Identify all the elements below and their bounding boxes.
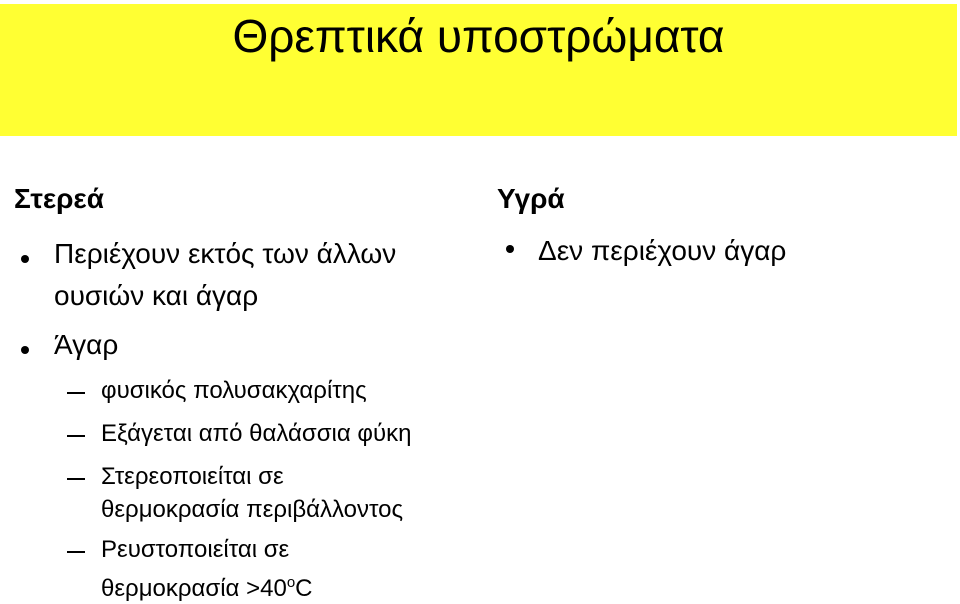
bullet-dot: [506, 245, 514, 253]
celsius-unit: C: [295, 575, 313, 602]
slide-title: Θρεπτικά υποστρώματα: [232, 10, 725, 62]
bullet-right-1: Δεν περιέχουν άγαρ: [538, 235, 787, 266]
sub-item-4-text: θερμοκρασία >40: [101, 575, 287, 602]
sub-item-3-line1: Στερεοποιείται σε: [101, 463, 284, 490]
sub-item-1: φυσικός πολυσακχαρίτης: [101, 377, 367, 404]
sub-item-3-line2: θερμοκρασία περιβάλλοντος: [101, 496, 404, 523]
heading-solid: Στερεά: [14, 183, 104, 214]
bullet-2: Άγαρ: [54, 329, 119, 360]
dash-marker: [67, 478, 85, 480]
dash-marker: [67, 551, 85, 553]
sub-item-2: Εξάγεται από θαλάσσια φύκη: [101, 420, 412, 447]
bullet-1-line2: ουσιών και άγαρ: [54, 280, 259, 311]
heading-liquid: Υγρά: [497, 183, 565, 214]
bullet-dot: [21, 255, 29, 263]
bullet-dot: [21, 346, 29, 354]
degree-superscript: o: [286, 574, 296, 591]
dash-marker: [67, 392, 85, 394]
dash-marker: [67, 435, 85, 437]
sub-item-4-line1: Ρευστοποιείται σε: [101, 536, 290, 563]
bullet-1-line1: Περιέχουν εκτός των άλλων: [54, 238, 397, 269]
sub-item-4-line2: [101, 568, 313, 604]
